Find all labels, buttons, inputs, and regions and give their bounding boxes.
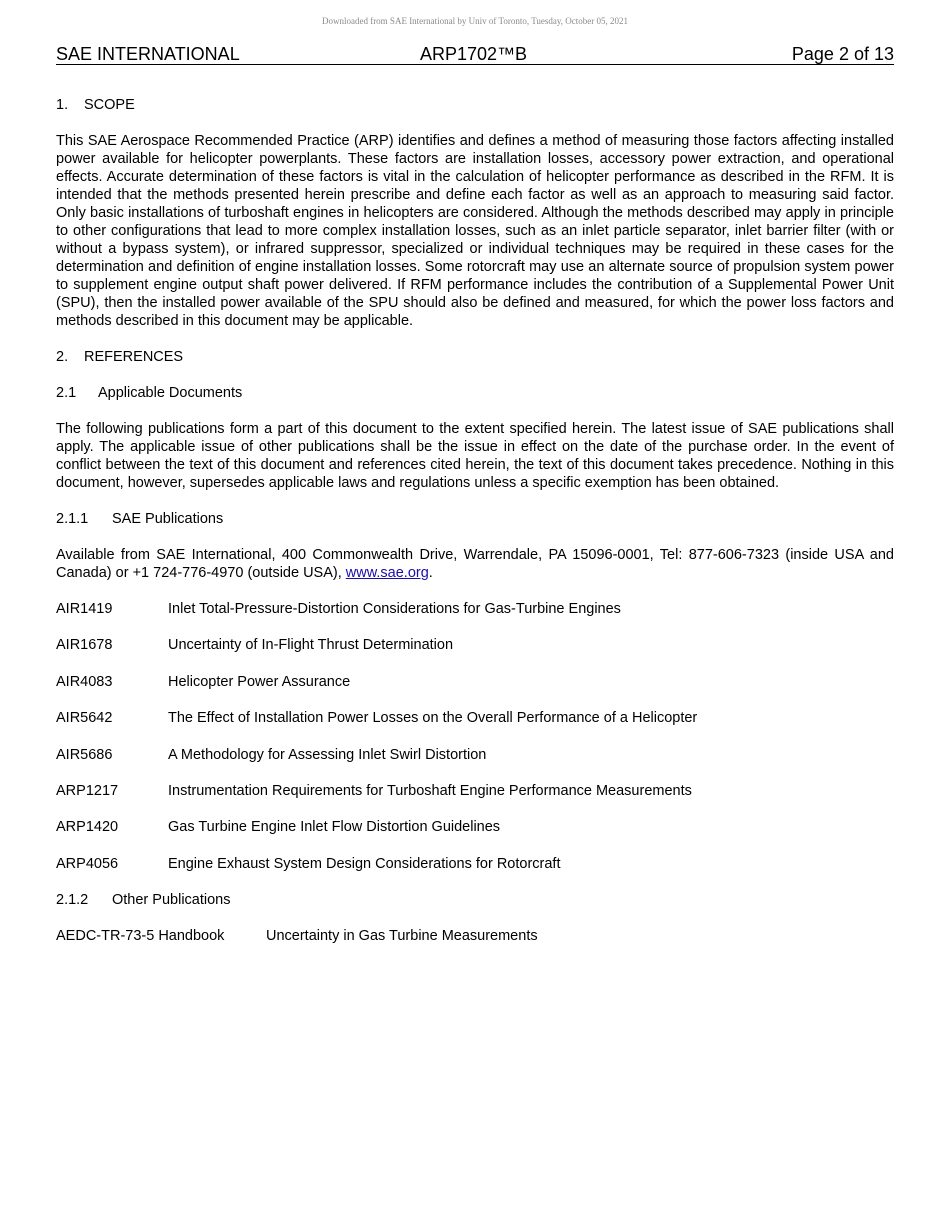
reference-item (56, 746, 894, 764)
reference-code: AIR1419 (56, 601, 113, 617)
section-number: 2. (56, 349, 69, 365)
scope-paragraph: This SAE Aerospace Recommended Practice (ARP) identifies and defines a method of measuring those factors affecting installed power available for helicopter powerplants. These factors are installation losses, accessory power extraction, and operational effects. Accurate determination of these factors is vital in the calculation of helicopter performance as described in the RFM. It is intended that the methods presented herein prescribe and define each factor as well as an approach to measuring said factor. Only basic installations of turboshaft engines in helicopters are considered. Although the methods described may apply in principle to other configurations that lead to more complex installation losses, such as an inlet particle separator, inlet barrier filter (with or without a bypass system), or infrared suppressor, specialized or individual techniques may be required in these cases for the determination and definition of engine installation losses. Some rotorcraft may use an alternate source of propulsion system power to supplement engine output shaft power delivered. If RFM performance includes the contribution of a Supplemental Power Unit (SPU), then the installed power available of the SPU should also be defined and measured, for which the power loss factors and methods described in this document may be applicable. (56, 133, 894, 329)
reference-item (56, 673, 894, 691)
reference-title: A Methodology for Assessing Inlet Swirl Distortion (168, 746, 487, 763)
reference-title: Gas Turbine Engine Inlet Flow Distortion Guidelines (168, 819, 501, 836)
reference-code: ARP1420 (56, 819, 119, 836)
header-organization: SAE INTERNATIONAL (56, 44, 240, 64)
reference-title: Inlet Total-Pressure-Distortion Considerations for Gas-Turbine Engines (168, 601, 621, 617)
reference-item (56, 636, 894, 654)
section-title: SCOPE (84, 97, 135, 113)
applicable-documents-paragraph: The following publications form a part of this document to the extent specified herein. The latest issue of SAE publications shall apply. The applicable issue of other publications shall be the issue in effect on the date of the purchase order. In the event of conflict between the text of this document and references cited herein, the text of this document takes precedence. Nothing in this document, however, supersedes applicable laws and regulations unless a specific exemption has been obtained. (56, 421, 894, 491)
reference-code: AIR5642 (56, 710, 113, 727)
section-other-publications-heading (56, 891, 894, 909)
section-applicable-documents-heading (56, 384, 894, 402)
document-body (56, 96, 894, 964)
section-number: 2.1.1 (56, 511, 89, 527)
section-references-heading (56, 348, 894, 366)
reference-title: Uncertainty in Gas Turbine Measurements (266, 928, 538, 945)
other-publications-list (56, 927, 894, 945)
header-document-number: ARP1702™B (420, 44, 528, 64)
section-sae-publications-heading (56, 510, 894, 528)
reference-code: AIR5686 (56, 746, 113, 763)
page-header (56, 44, 894, 65)
reference-item (56, 782, 894, 800)
reference-title: Uncertainty of In-Flight Thrust Determination (168, 637, 454, 654)
reference-title: Instrumentation Requirements for Turboshaft Engine Performance Measurements (168, 782, 692, 799)
reference-code: ARP4056 (56, 855, 119, 872)
section-number: 2.1 (56, 385, 77, 401)
section-title: Other Publications (112, 892, 231, 909)
reference-item (56, 855, 894, 873)
section-number: 1. (56, 97, 69, 113)
reference-code: AIR1678 (56, 637, 113, 654)
section-number: 2.1.2 (56, 892, 89, 909)
reference-title: Helicopter Power Assurance (168, 673, 351, 690)
sae-publications-paragraph (56, 546, 894, 582)
sae-availability-text: Available from SAE International, 400 Commonwealth Drive, Warrendale, PA 15096-0001, Tel: 877-606-7323 (inside USA and Canada) or +1 724-776-4970 (outside USA), (56, 547, 894, 581)
reference-title: Engine Exhaust System Design Considerations for Rotorcraft (168, 855, 561, 872)
header-page-number: Page 2 of 13 (791, 44, 894, 64)
sae-publications-list (56, 600, 894, 873)
section-title: SAE Publications (112, 511, 224, 527)
reference-code: ARP1217 (56, 782, 119, 799)
reference-title: The Effect of Installation Power Losses on the Overall Performance of a Helicopter (168, 710, 698, 727)
reference-item (56, 600, 894, 618)
section-title: Applicable Documents (98, 385, 243, 401)
section-scope-heading (56, 96, 894, 114)
section-title: REFERENCES (84, 349, 184, 365)
sae-availability-text-end: . (428, 565, 433, 581)
reference-item (56, 818, 894, 836)
download-watermark: Downloaded from SAE International by Univ of Toronto, Tuesday, October 05, 2021 (321, 16, 629, 26)
reference-code: AEDC-TR-73-5 Handbook (56, 928, 225, 945)
sae-website-link[interactable]: www.sae.org (345, 565, 429, 581)
reference-item (56, 709, 894, 727)
reference-code: AIR4083 (56, 673, 113, 690)
reference-item (56, 927, 894, 945)
